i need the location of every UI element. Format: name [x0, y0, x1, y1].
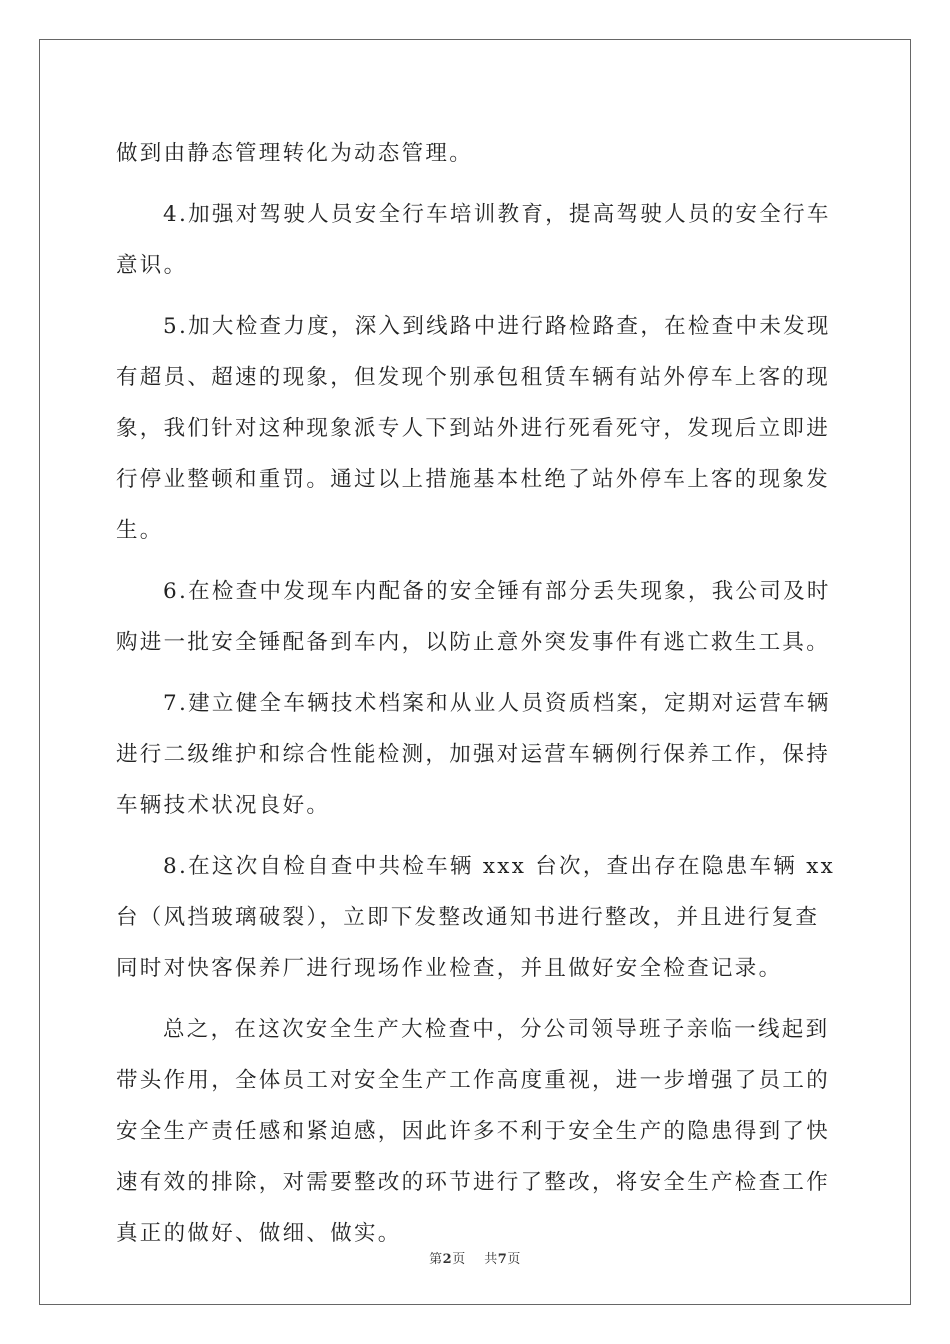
- paragraph: [116, 189, 832, 291]
- text-line: 6.在检查中发现车内配备的安全锤有部分丢失现象，我公司及时: [163, 579, 831, 604]
- page-number: [429, 1252, 466, 1267]
- text-line: 安全生产责任感和紧迫感，因此许多不利于安全生产的隐患得到了快: [116, 1119, 831, 1144]
- text-line: 购进一批安全锤配备到车内，以防止意外突发事件有逃亡救生工具。: [116, 630, 831, 655]
- text-line: 4.加强对驾驶人员安全行车培训教育，提高驾驶人员的安全行车: [163, 202, 831, 227]
- page-suffix: 页: [452, 1252, 466, 1267]
- current-page: 2: [442, 1252, 453, 1267]
- text-line: 行停业整顿和重罚。通过以上措施基本杜绝了站外停车上客的现象发: [116, 467, 831, 492]
- text-line: 有超员、超速的现象，但发现个别承包租赁车辆有站外停车上客的现: [116, 365, 831, 390]
- page-prefix: 第: [429, 1252, 443, 1267]
- total-pages: 7: [497, 1252, 508, 1267]
- paragraph: [116, 566, 832, 668]
- text-line: 7.建立健全车辆技术档案和从业人员资质档案，定期对运营车辆: [163, 691, 831, 716]
- total-suffix: 页: [507, 1252, 521, 1267]
- text-line: 进行二级维护和综合性能检测，加强对运营车辆例行保养工作，保持: [116, 742, 831, 767]
- text-line: 台（风挡玻璃破裂），立即下发整改通知书进行整改，并且进行复查: [116, 905, 820, 930]
- page-total: [484, 1252, 521, 1267]
- text-line: 象，我们针对这种现象派专人下到站外进行死看死守，发现后立即进: [116, 416, 831, 441]
- text-line: 速有效的排除，对需要整改的环节进行了整改，将安全生产检查工作: [116, 1170, 831, 1195]
- page-footer: [0, 1248, 950, 1267]
- text-line: 做到由静态管理转化为动态管理。: [116, 141, 474, 166]
- paragraph: [116, 841, 836, 994]
- text-line: 真正的做好、做细、做实。: [116, 1221, 402, 1246]
- paragraph: [116, 1004, 832, 1259]
- text-line: 生。: [116, 518, 164, 543]
- text-line: 带头作用，全体员工对安全生产工作高度重视，进一步增强了员工的: [116, 1068, 831, 1093]
- document-body: [116, 128, 836, 1259]
- paragraph: [116, 301, 832, 556]
- text-line: 5.加大检查力度，深入到线路中进行路检路查，在检查中未发现: [163, 314, 831, 339]
- text-line: 8.在这次自检自查中共检车辆 xxx 台次，查出存在隐患车辆 xx: [163, 854, 836, 879]
- text-line: 车辆技术状况良好。: [116, 793, 331, 818]
- text-line: 意识。: [116, 253, 188, 278]
- paragraph: [116, 128, 832, 179]
- paragraph: [116, 678, 832, 831]
- text-line: 总之，在这次安全生产大检查中，分公司领导班子亲临一线起到: [163, 1017, 830, 1042]
- total-prefix: 共: [484, 1252, 498, 1267]
- text-line: 同时对快客保养厂进行现场作业检查，并且做好安全检查记录。: [116, 956, 783, 981]
